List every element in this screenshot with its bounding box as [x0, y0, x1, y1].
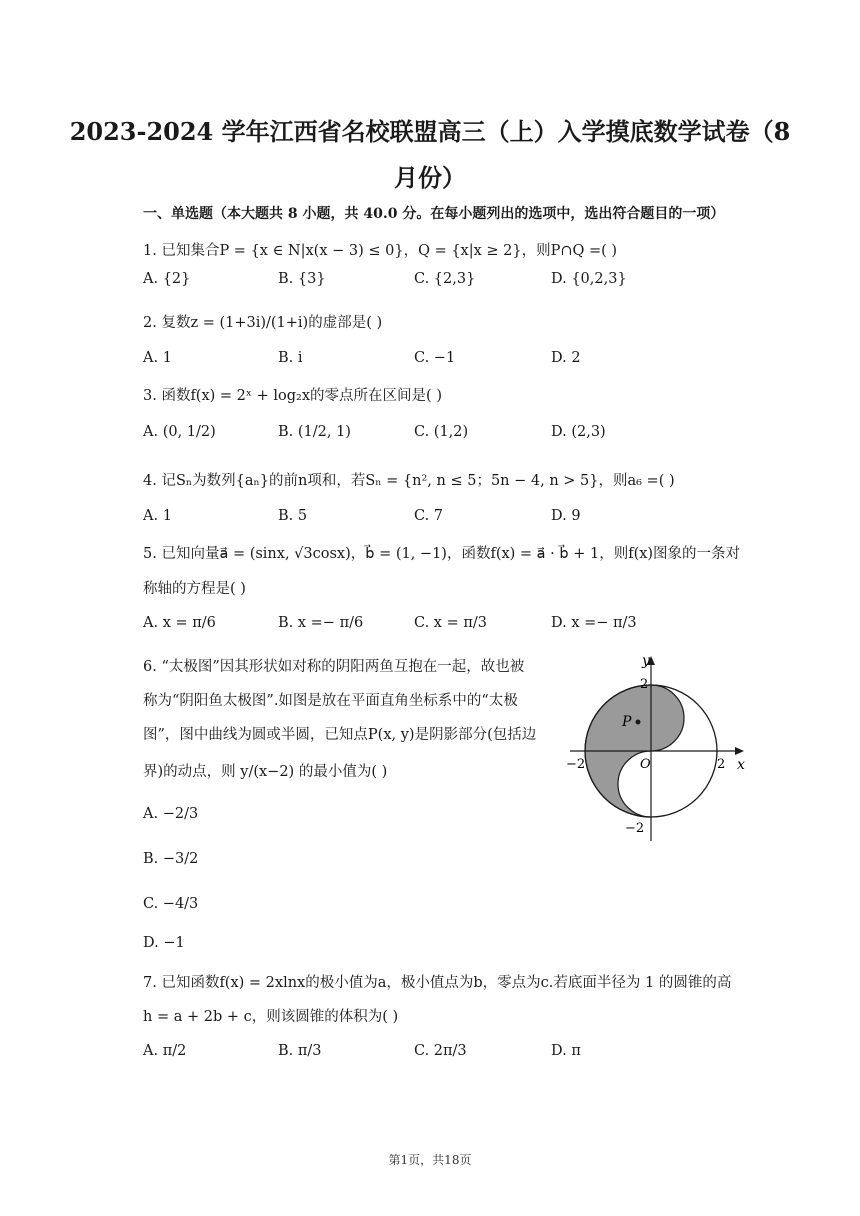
q7-option-c: C. 2π/3	[414, 1043, 467, 1059]
question-2-stem: 2. 复数z = (1+3i)/(1+i)的虚部是( )	[143, 315, 383, 331]
q4-option-a: A. 1	[143, 508, 172, 524]
tick-x-left: −2	[566, 757, 586, 772]
q3-option-c: C. (1,2)	[414, 424, 469, 440]
q1-option-c: C. {2,3}	[414, 271, 476, 287]
q1-option-d: D. {0,2,3}	[551, 271, 627, 287]
exam-title-line1: 2023-2024 学年江西省名校联盟高三（上）入学摸底数学试卷（8	[69, 117, 791, 146]
q5-option-d: D. x =− π/3	[551, 615, 637, 631]
q6-option-c: C. −4/3	[143, 896, 199, 912]
question-6-stem-line4: 界)的动点，则 y/(x−2) 的最小值为( )	[143, 764, 388, 780]
q3-option-a: A. (0, 1/2)	[143, 424, 216, 440]
q2-option-a: A. 1	[143, 350, 172, 366]
x-axis-arrow-icon	[735, 747, 744, 755]
q5-option-c: C. x = π/3	[414, 615, 487, 631]
tick-x-right: 2	[717, 757, 726, 772]
q5-option-b: B. x =− π/6	[278, 615, 364, 631]
tick-y-top: 2	[640, 677, 649, 692]
question-4-stem: 4. 记Sₙ为数列{aₙ}的前n项和，若Sₙ = {n², n ≤ 5；5n − 4, n > 5}，则a₆ =( )	[143, 473, 675, 489]
q7-option-d: D. π	[551, 1043, 581, 1059]
tick-y-bottom: −2	[625, 821, 645, 836]
q2-option-b: B. i	[278, 350, 303, 366]
q6-option-d: D. −1	[143, 935, 185, 951]
q1-option-b: B. {3}	[278, 271, 326, 287]
point-p-marker	[636, 720, 641, 725]
exam-title-line2: 月份）	[394, 163, 466, 192]
q4-option-c: C. 7	[414, 508, 444, 524]
taiji-diagram	[560, 648, 760, 843]
question-1-stem: 1. 已知集合P = {x ∈ N|x(x − 3) ≤ 0}，Q = {x|x ≥ 2}，则P∩Q =( )	[143, 243, 618, 259]
question-6-stem-line1: 6. “太极图”因其形状如对称的阴阳两鱼互抱在一起，故也被	[143, 659, 525, 675]
q5-option-a: A. x = π/6	[143, 615, 216, 631]
section-heading: 一、单选题（本大题共 8 小题，共 40.0 分。在每小题列出的选项中，选出符合题目的一项）	[143, 206, 725, 222]
y-axis-label: y	[642, 653, 650, 669]
page-footer: 第1页，共18页	[388, 1153, 472, 1167]
q2-option-c: C. −1	[414, 350, 456, 366]
q6-option-b: B. −3/2	[143, 851, 199, 867]
question-5-stem-line1: 5. 已知向量a⃗ = (sinx, √3cosx)，b⃗ = (1, −1)，函数f(x) = a⃗ · b⃗ + 1，则f(x)图象的一条对	[143, 546, 741, 562]
question-7-stem-line1: 7. 已知函数f(x) = 2xlnx的极小值为a，极小值点为b，零点为c.若底面半径为 1 的圆锥的高	[143, 975, 732, 991]
question-5-stem-line2: 称轴的方程是( )	[143, 581, 246, 597]
question-3-stem: 3. 函数f(x) = 2ˣ + log₂x的零点所在区间是( )	[143, 388, 442, 404]
origin-label: O	[640, 757, 651, 772]
q4-option-d: D. 9	[551, 508, 581, 524]
q1-option-a: A. {2}	[143, 271, 191, 287]
q6-option-a: A. −2/3	[143, 806, 199, 822]
x-axis-label: x	[737, 757, 745, 773]
q3-option-d: D. (2,3)	[551, 424, 606, 440]
question-7-stem-line2: h = a + 2b + c，则该圆锥的体积为( )	[143, 1009, 399, 1025]
point-p-label: P	[622, 714, 632, 730]
question-6-stem-line2: 称为“阴阳鱼太极图”.如图是放在平面直角坐标系中的“太极	[143, 693, 518, 709]
q7-option-a: A. π/2	[143, 1043, 187, 1059]
q2-option-d: D. 2	[551, 350, 581, 366]
q7-option-b: B. π/3	[278, 1043, 322, 1059]
question-6-stem-line3: 图”，图中曲线为圆或半圆，已知点P(x, y)是阴影部分(包括边	[143, 727, 537, 743]
q4-option-b: B. 5	[278, 508, 308, 524]
q3-option-b: B. (1/2, 1)	[278, 424, 351, 440]
